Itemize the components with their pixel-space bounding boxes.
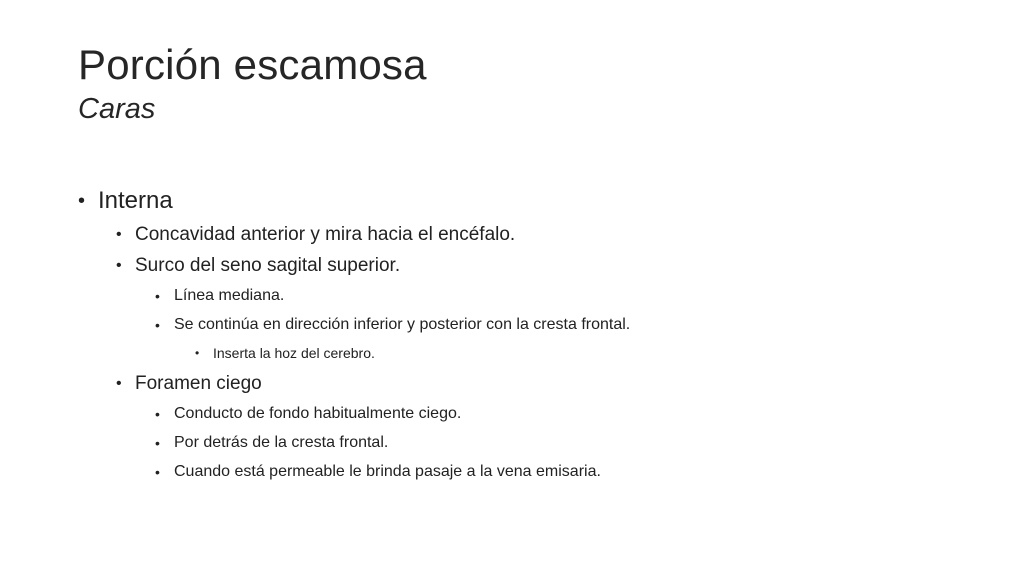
bullet-icon: • — [155, 288, 160, 304]
list-item-text: Inserta la hoz del cerebro. — [213, 345, 375, 361]
bullet-icon: • — [155, 317, 160, 333]
list-item — [78, 429, 978, 458]
list-item-text: Surco del seno sagital superior. — [135, 255, 401, 276]
list-item-text: Se continúa en dirección inferior y posterior con la cresta frontal. — [174, 316, 631, 333]
list-item-text: Concavidad anterior y mira hacia el encéfalo. — [135, 224, 516, 245]
bullet-icon: • — [155, 435, 160, 451]
list-item-text: Por detrás de la cresta frontal. — [174, 434, 389, 451]
list-item — [78, 184, 978, 220]
bullet-icon: • — [116, 226, 122, 243]
list-item — [78, 340, 978, 369]
slide-title: Porción escamosa — [78, 41, 427, 88]
list-item — [78, 220, 978, 251]
list-item — [78, 251, 978, 282]
bullet-list — [78, 184, 978, 487]
slide-subtitle: Caras — [78, 93, 156, 125]
list-item-text: Interna — [98, 187, 173, 214]
bullet-icon: • — [155, 406, 160, 422]
list-item-text: Línea mediana. — [174, 287, 285, 304]
list-item — [78, 400, 978, 429]
list-item-text: Foramen ciego — [135, 373, 262, 394]
list-item — [78, 458, 978, 487]
bullet-icon: • — [116, 257, 122, 274]
list-item-text: Conducto de fondo habitualmente ciego. — [174, 405, 462, 422]
bullet-icon: • — [155, 464, 160, 480]
list-item — [78, 369, 978, 400]
bullet-icon: • — [195, 346, 200, 360]
list-item — [78, 282, 978, 311]
list-item-text: Cuando está permeable le brinda pasaje a la vena emisaria. — [174, 463, 601, 480]
title-block — [78, 40, 958, 128]
list-item — [78, 311, 978, 340]
bullet-icon: • — [78, 190, 86, 212]
bullet-icon: • — [116, 375, 122, 392]
